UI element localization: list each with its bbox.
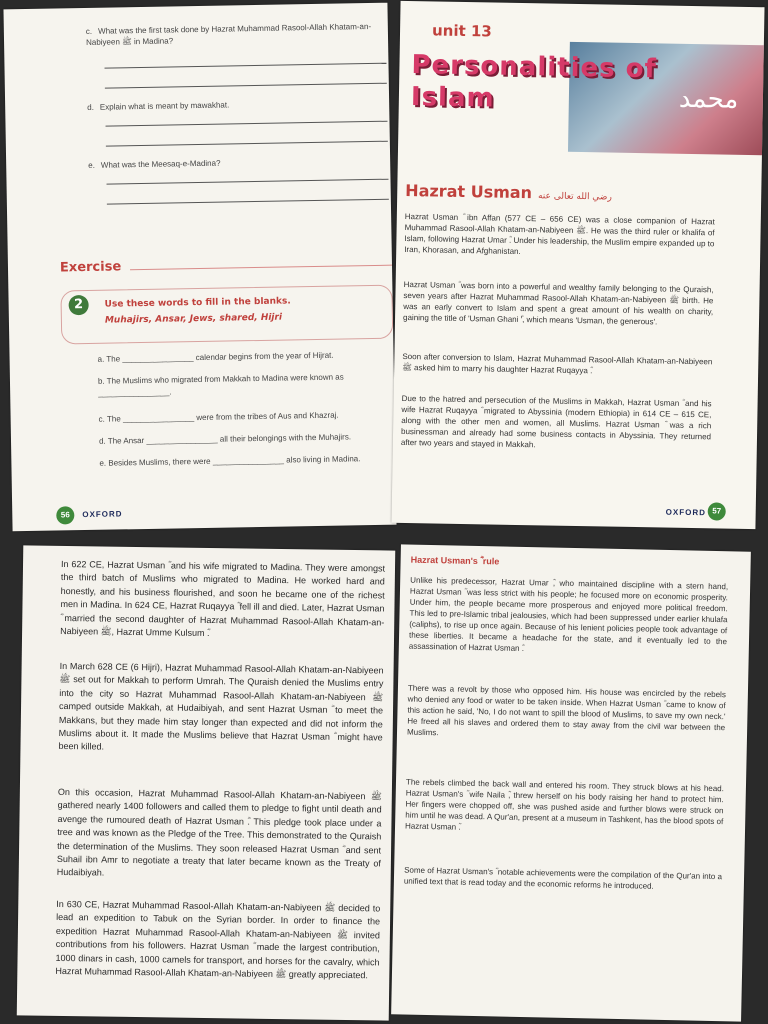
unit-title: Personalities of Islam	[410, 50, 658, 114]
paragraph: Hazrat Usman ؓ ibn Affan (577 CE – 656 CE) was a close companion of Hazrat Muhammad Rasool-Allah Khatam-an-Nabiyeen ﷺ. He was the third ruler or khalifa of Islam, following Hazrat Umar ؓ. Under his leadership, the Muslim empire expanded up to Iran, Khorasan, and Afghanistan.	[404, 211, 715, 256]
page-57	[391, 1, 764, 529]
publisher-logo: OXFORD	[82, 509, 123, 520]
exercise-title: Exercise	[59, 259, 122, 276]
answer-line	[107, 179, 389, 185]
paragraph: In 622 CE, Hazrat Usman ؓ and his wife migrated to Madina. They were amongst the third batch of Muslims who migrated to Madina. He worked hard and honestly, and his business flourished, and soon he became one of the richest men in Madina. In 624 CE, Hazrat Ruqayya ؓ fell ill and died. Later, Hazrat Usman ؓ married the second daughter of Hazrat Muhammad Rasool-Allah Khatam-an-Nabiyeen ﷺ, Hazrat Umme Kulsum ؓ.	[60, 558, 386, 639]
unit-label: unit 13	[431, 21, 492, 41]
paragraph: Unlike his predecessor, Hazrat Umar ؓ, who maintained discipline with a stern hand, Hazrat Usman ؓ was less strict with his people; he focused more on economic prosperity. Under him, the people became more prosperous and enjoyed more political freedom. This led to pre-Islamic tribal jealousies, which had been suppressed under earlier khulafa (caliphs), to rise up once again. Because of his lenient policies people took advantage of these liberties. It became a headache for the state, and it eventually led to the assassination of Hazrat Usman ؓ.	[408, 575, 729, 653]
blank-e: e. Besides Muslims, there were ________________ also living in Madina.	[99, 454, 361, 468]
blank-c: c. The ________________ were from the tribes of Aus and Khazraj.	[98, 410, 339, 424]
answer-line	[105, 63, 387, 69]
answer-line	[106, 121, 388, 127]
calligraphy-art: محمد	[678, 83, 739, 115]
blank-b: b. The Muslims who migrated from Makkah to Madina were known as ________________.	[97, 372, 344, 398]
paragraph: In March 628 CE (6 Hijri), Hazrat Muhammad Rasool-Allah Khatam-an-Nabiyeen ﷺ set out for Makkah to perform Umrah. The Quraish denied the Muslims entry into the city so Hazrat Muhammad Rasool-Allah Khatam-an-Nabiyeen ﷺ camped outside Makkah, at Hudaibiyah, and sent Hazrat Usman ؓ to meet the Makkans, but they made him stay longer than expected and did not inform the Muslims about it. It made the Muslims believe that Hazrat Usman ؓ might have been killed.	[58, 660, 384, 753]
page-56	[3, 3, 396, 532]
blank-d: d. The Ansar ________________ all their belongings with the Muhajirs.	[98, 432, 352, 446]
paragraph: Some of Hazrat Usman's ؓ notable achievements were the compilation of the Qur'an into a unified text that is read today and the economic reforms he introduced.	[403, 865, 723, 891]
section-heading: Hazrat Usman رضي الله تعالى عنه	[405, 180, 612, 203]
task-word-bank: Muhajirs, Ansar, Jews, shared, Hijri	[104, 312, 283, 326]
paragraph: Soon after conversion to Islam, Hazrat Muhammad Rasool-Allah Khatam-an-Nabiyeen ﷺ asked him to marry his daughter Hazrat Ruqayya ؓ.	[402, 351, 713, 376]
paragraph: Due to the hatred and persecution of the Muslims in Makkah, Hazrat Usman ؓ and his wife Hazrat Ruqayya ؓ migrated to Abyssinia (modern Ethiopia) in 614 CE – 615 CE, along with the other men and women, all Muslims. Hazrat Usman ؓ was a rich businessman and already had some business contacts in Abyssinia. They returned after two years and stayed in Makkah.	[400, 393, 712, 450]
task-instruction: Use these words to fill in the blanks.	[104, 296, 291, 310]
section-heading: Hazrat Usman's ؓ rule	[410, 554, 500, 567]
page-59	[391, 544, 751, 1021]
task-number-badge: 2	[68, 295, 88, 315]
divider	[130, 265, 392, 271]
page-58	[17, 545, 396, 1020]
answer-line	[106, 141, 388, 147]
page-number: 56	[56, 506, 74, 524]
paragraph: On this occasion, Hazrat Muhammad Rasool-Allah Khatam-an-Nabiyeen ﷺ gathered nearly 1400 followers and called them to pledge to fight until death and avenge the rumoured death of Hazrat Usman ؓ. This pledge took place under a tree and was known as the Pledge of the Tree. This demonstrated to the Quraish the determination of the Muslims. They soon released Hazrat Usman ؓ and sent Suhail ibn Amr to negotiate a treaty that later became known as the Treaty of Hudaibiyah.	[56, 786, 382, 879]
publisher-logo: OXFORD	[665, 507, 707, 518]
answer-line	[107, 199, 389, 205]
question-d: d. Explain what is meant by mawakhat.	[87, 100, 230, 112]
blank-a: a. The ________________ calendar begins from the year of Hijrat.	[97, 350, 334, 364]
question-e: e. What was the Meesaq-e-Madina?	[88, 158, 221, 170]
paragraph: There was a revolt by those who opposed him. His house was encircled by the rebels who denied any food or water to be taken inside. When Hazrat Usman ؓ came to know of this action he said, 'No, I do not want to spill the blood of Muslims, to save my own neck.' He freed all his slaves and ordered them to stay away from the civil war between the Muslims.	[406, 683, 726, 738]
page-number: 57	[708, 502, 726, 520]
answer-line	[105, 83, 387, 89]
paragraph: The rebels climbed the back wall and entered his room. They struck blows at his head. Hazrat Usman's ؓ wife Naila ؓ, threw herself on his body raising her hand to protect him. Her fingers were chopped off, she was pushed aside and further blows were struck on him until he was dead. A Qur'an, present at a museum in Tashkent, has the blood spots of Hazrat Usman ؓ.	[404, 777, 725, 832]
question-c: c. What was the first task done by Hazrat Muhammad Rasool-Allah Khatam-an-Nabiyeen ﷺ in Madina?	[85, 21, 372, 47]
paragraph: In 630 CE, Hazrat Muhammad Rasool-Allah Khatam-an-Nabiyeen ﷺ decided to lead an expedition to Tabuk on the Syrian border. In order to finance the expedition Hazrat Muhammad Rasool-Allah Khatam-an-Nabiyeen ﷺ invited contributions from his followers. Hazrat Usman ؓ made the largest contribution, 1000 dinars in cash, 1000 camels for transport, and horses for the cavalry, which Hazrat Muhammad Rasool-Allah Khatam-an-Nabiyeen ﷺ greatly appreciated.	[55, 898, 381, 981]
paragraph: Hazrat Usman ؓ was born into a powerful and wealthy family belonging to the Quraish, seven years after Hazrat Muhammad Rasool-Allah Khatam-an-Nabiyeen ﷺ birth. He was an early convert to Islam and spent a great amount of his wealth on charity, gaining the title of 'Usman Ghani ؓ', which means 'Usman, the generous'.	[402, 279, 714, 327]
